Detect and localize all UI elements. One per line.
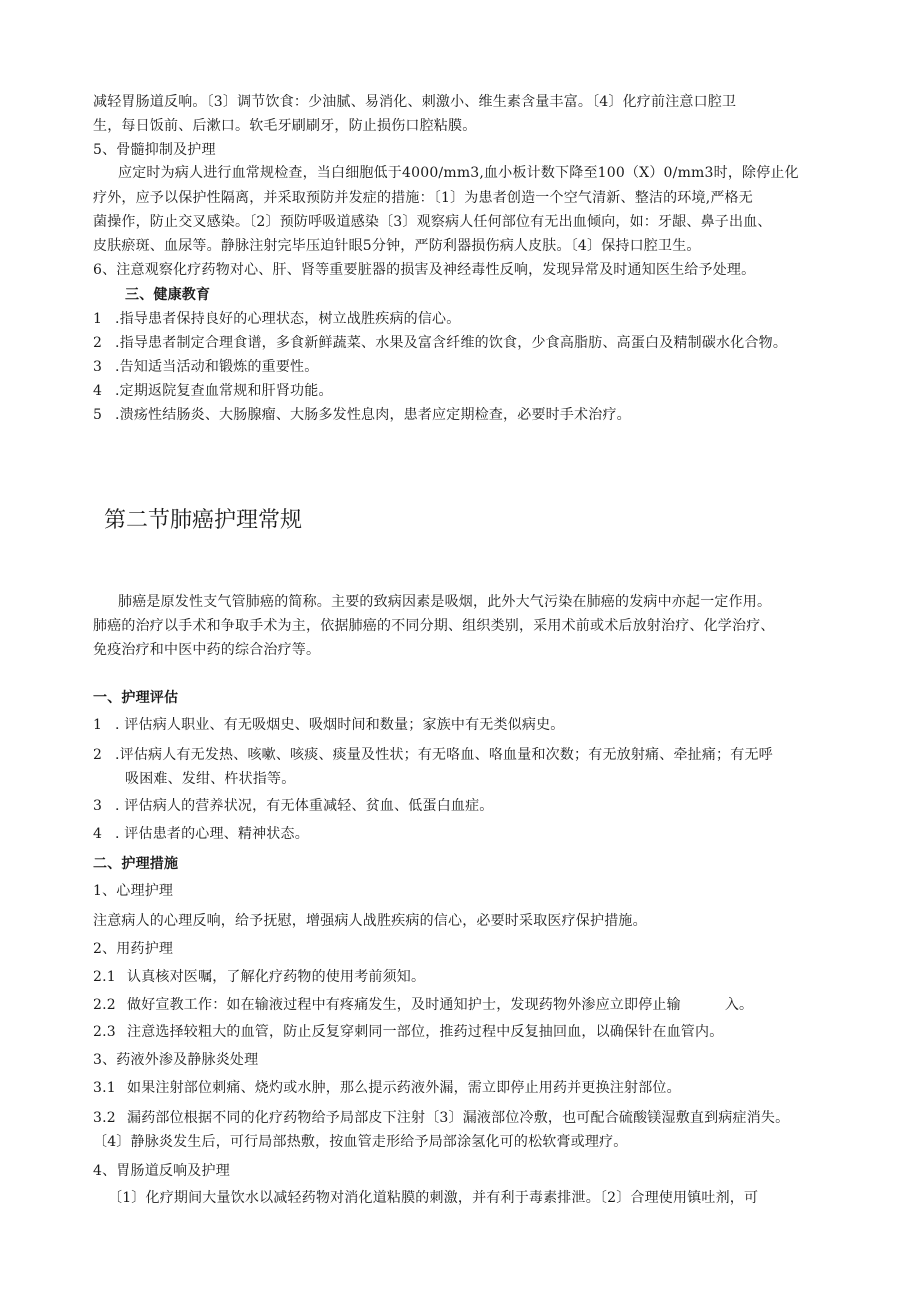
- list-continuation: 吸困难、发绀、杵状指等。: [125, 771, 296, 787]
- section-heading: 二、护理措施: [93, 856, 179, 872]
- list-number: 4: [93, 826, 103, 842]
- list-text: 漏药部位根据不同的化疗药物给予局部皮下注射〔3〕漏液部位冷敷，也可配合硫酸镁湿敷直到病症消失。: [127, 1110, 790, 1126]
- list-item: [93, 1108, 824, 1128]
- list-number: 4: [93, 383, 103, 399]
- text-line: 6、注意观察化疗药物对心、肝、肾等重要脏器的损害及神经毒性反响，发现异常及时通知医生给予处理。: [93, 262, 756, 278]
- subheading: 5、骨髓抑制及护理: [93, 142, 216, 158]
- list-item: [93, 796, 824, 816]
- list-item: [93, 1078, 824, 1098]
- list-item: [93, 333, 824, 353]
- list-text: .评估病人有无发热、咳嗽、咳痰、痰量及性状；有无咯血、咯血量和次数；有无放射痛、牵扯痛；有无呼: [115, 747, 773, 763]
- intro-paragraph: 肺癌的治疗以手术和争取手术为主，依据肺癌的不同分期、组织类别，采用术前或术后放射治疗、化学治疗、: [93, 618, 775, 634]
- list-text: .定期返院复查血常规和肝肾功能。: [115, 383, 333, 399]
- list-text: 注意选择较粗大的血管，防止反复穿刺同一部位，推药过程中反复抽回血，以确保针在血管内。: [127, 1024, 724, 1040]
- list-number: 2.2: [93, 997, 116, 1013]
- text-line: 减轻胃肠道反响。〔3〕调节饮食：少油腻、易消化、刺激小、维生素含量丰富。〔4〕化疗前注意口腔卫: [93, 94, 737, 110]
- list-text: . 评估患者的心理、精神状态。: [115, 826, 309, 842]
- list-number: 2.1: [93, 969, 116, 985]
- list-item: [93, 967, 824, 987]
- text-line: 菌操作，防止交叉感染。〔2〕预防呼吸道感染〔3〕观察病人任何部位有无出血倾向，如：牙龈、鼻子出血、: [93, 214, 772, 230]
- list-text: .溃疡性结肠炎、大肠腺瘤、大肠多发性息肉，患者应定期检查，必要时手术治疗。: [115, 407, 631, 423]
- list-number: 2: [93, 335, 103, 351]
- text-line: 注意病人的心理反响，给予抚慰，增强病人战胜疾病的信心，必要时采取医疗保护措施。: [93, 913, 647, 929]
- list-text: 做好宣教工作：如在输液过程中有疼痛发生，及时通知护士，发现药物外渗应立即停止输: [127, 997, 681, 1013]
- list-item: [93, 381, 824, 401]
- text-line: 疗外，应予以保护性隔离，并采取预防并发症的措施：〔1〕为患者创造一个空气清新、整洁的环境,严格无: [93, 190, 753, 206]
- intro-paragraph: 肺癌是原发性支气管肺癌的简称。主要的致病因素是吸烟，此外大气污染在肺癌的发病中亦起一定作用。: [118, 594, 772, 610]
- list-text: 如果注射部位刺痛、烧灼或水肿，那么提示药液外漏，需立即停止用药并更换注射部位。: [127, 1080, 681, 1096]
- section-heading: 三、健康教育: [125, 287, 211, 303]
- list-item: [93, 995, 824, 1015]
- section-heading: 一、护理评估: [93, 690, 179, 706]
- text-line: 生，每日饭前、后漱口。软毛牙刷刷牙，防止损伤口腔粘膜。: [93, 118, 477, 134]
- list-item: [93, 745, 824, 765]
- subheading: 4、胃肠道反响及护理: [93, 1163, 230, 1179]
- list-item: [93, 309, 824, 329]
- list-number: 2: [93, 747, 103, 763]
- list-number: 1: [93, 717, 103, 733]
- list-number: 3: [93, 359, 103, 375]
- text-line: 〔1〕化疗期间大量饮水以减轻药物对消化道粘膜的刺激，并有利于毒素排泄。〔2〕合理使用镇吐剂，可: [108, 1190, 759, 1206]
- list-text: . 评估病人的营养状况，有无体重减轻、贫血、低蛋白血症。: [115, 798, 494, 814]
- list-item: [93, 1022, 824, 1042]
- list-item: [93, 357, 824, 377]
- list-item: [93, 405, 824, 425]
- list-text-tail: 入。: [724, 997, 754, 1013]
- list-number: 3.2: [93, 1110, 116, 1126]
- list-item: [93, 715, 824, 735]
- text-line: 皮肤瘀斑、血尿等。静脉注射完毕压迫针眼5分钟，严防利器损伤病人皮肤。〔4〕保持口腔卫生。: [93, 238, 701, 254]
- list-number: 2.3: [93, 1024, 116, 1040]
- list-text: .指导患者保持良好的心理状态，树立战胜疾病的信心。: [115, 311, 461, 327]
- subheading: 1、心理护理: [93, 883, 174, 899]
- text-line: 应定时为病人进行血常规检查，当白细胞低于4000∕mm3,血小板计数下降至100（X）0∕mm3时，除停止化: [118, 165, 799, 181]
- page-title: 第二节肺癌护理常规: [104, 508, 303, 533]
- list-continuation: 〔4〕静脉炎发生后，可行局部热敷，按血管走形给予局部涂氢化可的松软膏或理疗。: [93, 1134, 628, 1150]
- subheading: 3、药液外渗及静脉炎处理: [93, 1052, 259, 1068]
- intro-paragraph: 免疫治疗和中医中药的综合治疗等。: [93, 642, 321, 658]
- list-number: 1: [93, 311, 103, 327]
- list-number: 3.1: [93, 1080, 116, 1096]
- subheading: 2、用药护理: [93, 941, 174, 957]
- list-item: [93, 824, 824, 844]
- list-number: 3: [93, 798, 103, 814]
- list-text: 认真核对医嘱，了解化疗药物的使用考前须知。: [127, 969, 426, 985]
- list-text: .告知适当活动和锻炼的重要性。: [115, 359, 319, 375]
- list-number: 5: [93, 407, 103, 423]
- list-text: . 评估病人职业、有无吸烟史、吸烟时间和数量；家族中有无类似病史。: [115, 717, 565, 733]
- list-text: .指导患者制定合理食谱，多食新鲜蔬菜、水果及富含纤维的饮食，少食高脂肪、高蛋白及精制碳水化合物。: [115, 335, 788, 351]
